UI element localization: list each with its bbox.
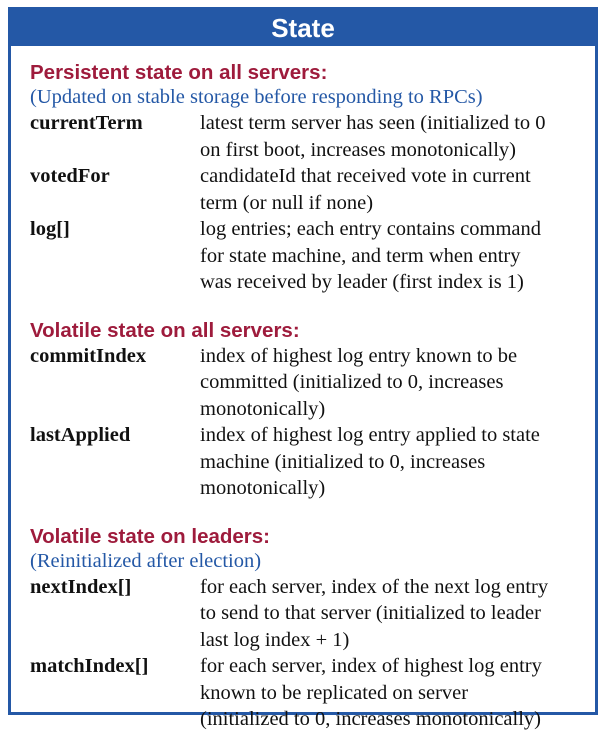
- state-entry: [30, 216, 595, 296]
- entry-description: for each server, index of the next log entry to send to that server (initialized to leader last log index + 1): [200, 575, 549, 651]
- entry-description: candidateId that received vote in current term (or null if none): [200, 165, 531, 214]
- entry-term: nextIndex[]: [30, 575, 132, 598]
- state-entry: [30, 653, 595, 733]
- entry-description: log entries; each entry contains command for state machine, and term when entry was received by leader (first index is 1): [200, 218, 541, 293]
- section-volatile-all-servers: [30, 318, 595, 502]
- state-entry: [30, 574, 595, 654]
- section-persistent-state: [30, 60, 595, 296]
- entry-description: for each server, index of highest log entry known to be replicated on server (initialized to 0, increases monotonically): [200, 655, 542, 730]
- state-entry: [30, 163, 595, 216]
- entry-description: index of highest log entry applied to state machine (initialized to 0, increases monotonically): [200, 424, 540, 499]
- section-subheading: (Reinitialized after election): [30, 549, 262, 572]
- state-entry: [30, 110, 595, 163]
- section-volatile-leaders: [30, 524, 595, 733]
- entry-term: commitIndex: [30, 344, 147, 367]
- state-panel: [8, 7, 598, 730]
- panel-content: [11, 46, 595, 733]
- entry-term: votedFor: [30, 165, 110, 187]
- entry-term: lastApplied: [30, 424, 131, 446]
- section-heading: Persistent state on all servers:: [30, 61, 328, 84]
- entry-term: matchIndex[]: [30, 655, 149, 677]
- entry-term: log[]: [30, 218, 70, 240]
- entry-description: latest term server has seen (initialized to 0 on first boot, increases monotonically): [200, 112, 546, 161]
- state-entry: [30, 422, 595, 502]
- section-subheading: (Updated on stable storage before responding to RPCs): [30, 86, 483, 108]
- state-entry: [30, 343, 595, 423]
- section-heading: Volatile state on all servers:: [30, 318, 300, 342]
- entry-description: index of highest log entry known to be committed (initialized to 0, increases monotonically): [200, 344, 518, 420]
- section-heading: Volatile state on leaders:: [30, 524, 271, 548]
- panel-title: State: [11, 10, 595, 46]
- entry-term: currentTerm: [30, 112, 143, 134]
